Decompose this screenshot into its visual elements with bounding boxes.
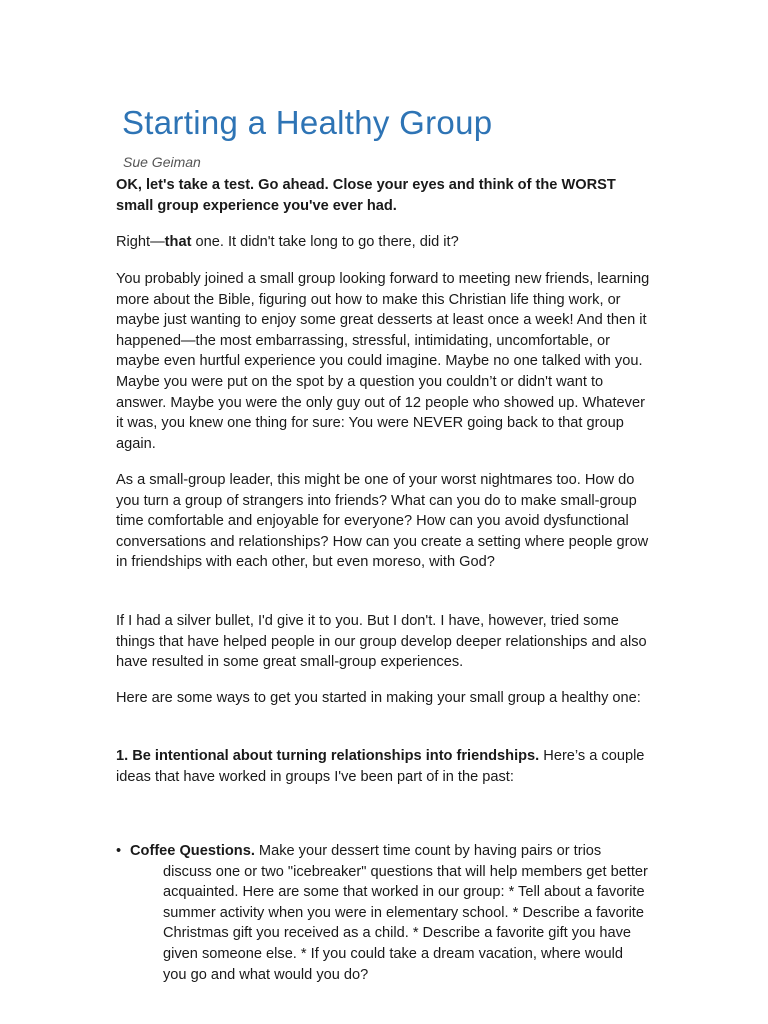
point-heading: 1. Be intentional about turning relationships into friendships. <box>116 748 540 764</box>
bullet-body-text: discuss one or two "icebreaker" questions that will help members get better acquainted. Here are some that worked in our group: * Tell about a favorite summer activity when you were in elementary school. * Describe a favorite Christmas gift you received as a child. * Describe a favorite gift you have given someone else. * If you could take a dream vacation, where would you go and what would you do? <box>163 863 648 983</box>
paragraph-silver-bullet: If I had a silver bullet, I'd give it to you. But I don't. I have, however, tried some things that have helped people in our group develop deeper relationships and also have resulted in some great small-group experiences. <box>116 613 647 671</box>
intro-paragraph: OK, let's take a test. Go ahead. Close your eyes and think of the WORST small group experience you've ever had. <box>116 177 616 214</box>
paragraph-point-one <box>116 746 656 787</box>
emphasis-text: that <box>164 234 192 250</box>
paragraph-text: Here’s a couple ideas that have worked in groups I've been part of in the past: <box>116 748 645 785</box>
paragraph-ways-intro: Here are some ways to get you started in making your small group a healthy one: <box>116 690 641 706</box>
bullet-heading: Coffee Questions. <box>130 843 255 859</box>
bullet-text: Make your dessert time count by having pairs or trios <box>254 843 602 859</box>
paragraph-right-that <box>116 232 656 253</box>
paragraph-text: Right— <box>116 234 165 250</box>
document-title: Starting a Healthy Group <box>122 104 493 141</box>
bullet-first-line <box>130 841 601 862</box>
author-name: Sue Geiman <box>123 154 201 170</box>
paragraph-leader-questions: As a small-group leader, this might be one of your worst nightmares too. How do you turn a group of strangers into friends? What can you do to make small-group time comfortable and enjoyable for everyone? How can you avoid dysfunctional conversations and relationships? How can you create a setting where people grow in friendships with each other, but even moreso, with God? <box>116 472 649 571</box>
paragraph-text: one. It didn't take long to go there, did it? <box>191 234 459 250</box>
paragraph-small-group-story: You probably joined a small group looking forward to meeting new friends, learning more about the Bible, figuring out how to make this Christian life thing work, or maybe just wanting to enjoy some great desserts at least once a week! And then it happened—the most embarrassing, stressful, intimidating, uncomfortable, or maybe even hurtful experience you could imagine. Maybe no one talked with you. Maybe you were put on the spot by a question you couldn’t or didn't want to answer. Maybe you were the only guy out of 12 people who showed up. Whatever it was, you knew one thing for sure: You were NEVER going back to that group again. <box>116 271 650 452</box>
bullet-dot: • <box>116 843 122 859</box>
